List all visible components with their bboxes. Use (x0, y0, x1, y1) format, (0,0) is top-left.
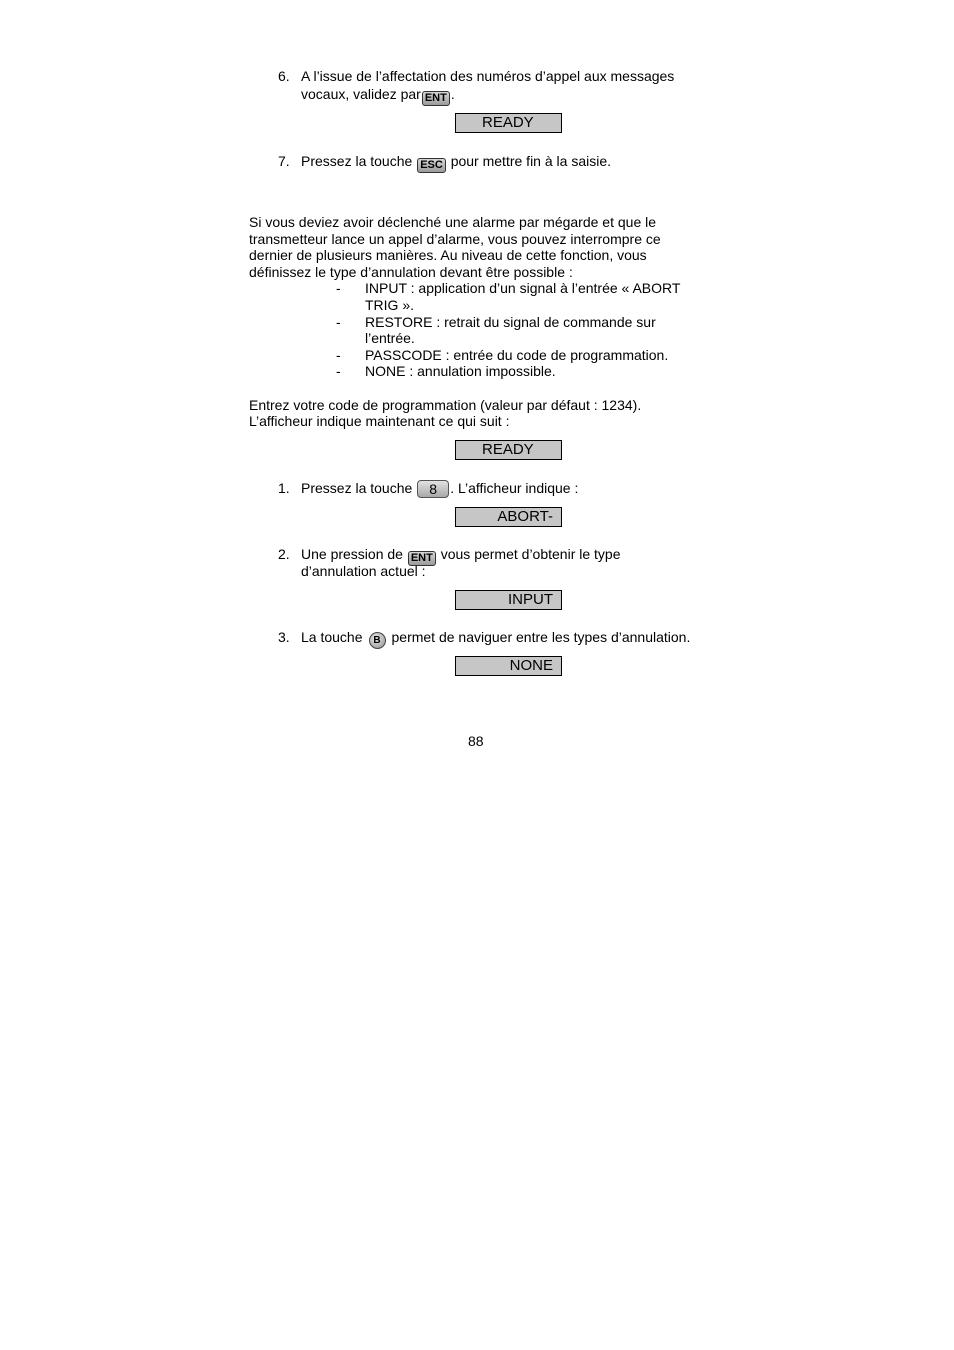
page-number: 88 (468, 733, 484, 749)
paragraph-line: définissez le type d’annulation devant être possible : (249, 264, 573, 280)
esc-key-icon: ESC (417, 158, 446, 173)
ent-key-icon: ENT (408, 551, 436, 566)
number-8-key-icon: 8 (417, 480, 449, 498)
step-number: 2. (278, 546, 290, 562)
step-text-line: La touche B permet de naviguer entre les types d’annulation. (301, 629, 690, 649)
step-text-line: Une pression de ENT vous permet d’obtenir le type (301, 546, 621, 564)
step-number: 7. (278, 153, 290, 169)
lcd-display: ABORT- (455, 507, 562, 527)
bullet-text: TRIG ». (365, 297, 415, 313)
lcd-display: NONE (455, 656, 562, 676)
paragraph-line: transmetteur lance un appel d’alarme, vous pouvez interrompre ce (249, 231, 661, 247)
bullet-dash: - (336, 280, 341, 296)
bullet-dash: - (336, 363, 341, 379)
step-number: 1. (278, 480, 290, 496)
bullet-dash: - (336, 314, 341, 330)
lcd-display: READY (455, 113, 562, 133)
step-text-line: vocaux, validez par ENT . (301, 86, 455, 104)
step-text-line: A l’issue de l’affectation des numéros d’appel aux messages (301, 68, 675, 84)
bullet-text: l’entrée. (365, 330, 415, 346)
step-text-line: Pressez la touche ESC pour mettre fin à la saisie. (301, 153, 611, 171)
paragraph-line: Entrez votre code de programmation (valeur par défaut : 1234). (249, 397, 642, 413)
step-text-line: Pressez la touche 8 . L’afficheur indique : (301, 480, 579, 497)
paragraph-line: dernier de plusieurs manières. Au niveau de cette fonction, vous (249, 247, 647, 263)
step-number: 3. (278, 629, 290, 645)
bullet-text: PASSCODE : entrée du code de programmation. (365, 347, 669, 363)
bullet-text: RESTORE : retrait du signal de commande sur (365, 314, 656, 330)
bullet-dash: - (336, 347, 341, 363)
step-number: 6. (278, 68, 290, 84)
lcd-display: INPUT (455, 590, 562, 610)
step-text-line: d’annulation actuel : (301, 563, 426, 579)
paragraph-line: Si vous deviez avoir déclenché une alarme par mégarde et que le (249, 214, 657, 230)
paragraph-line: L’afficheur indique maintenant ce qui suit : (249, 413, 510, 429)
lcd-display: READY (455, 440, 562, 460)
ent-key-icon: ENT (422, 91, 450, 106)
bullet-text: INPUT : application d’un signal à l’entrée « ABORT (365, 280, 681, 296)
bullet-text: NONE : annulation impossible. (365, 363, 556, 379)
b-key-icon: B (369, 632, 386, 649)
